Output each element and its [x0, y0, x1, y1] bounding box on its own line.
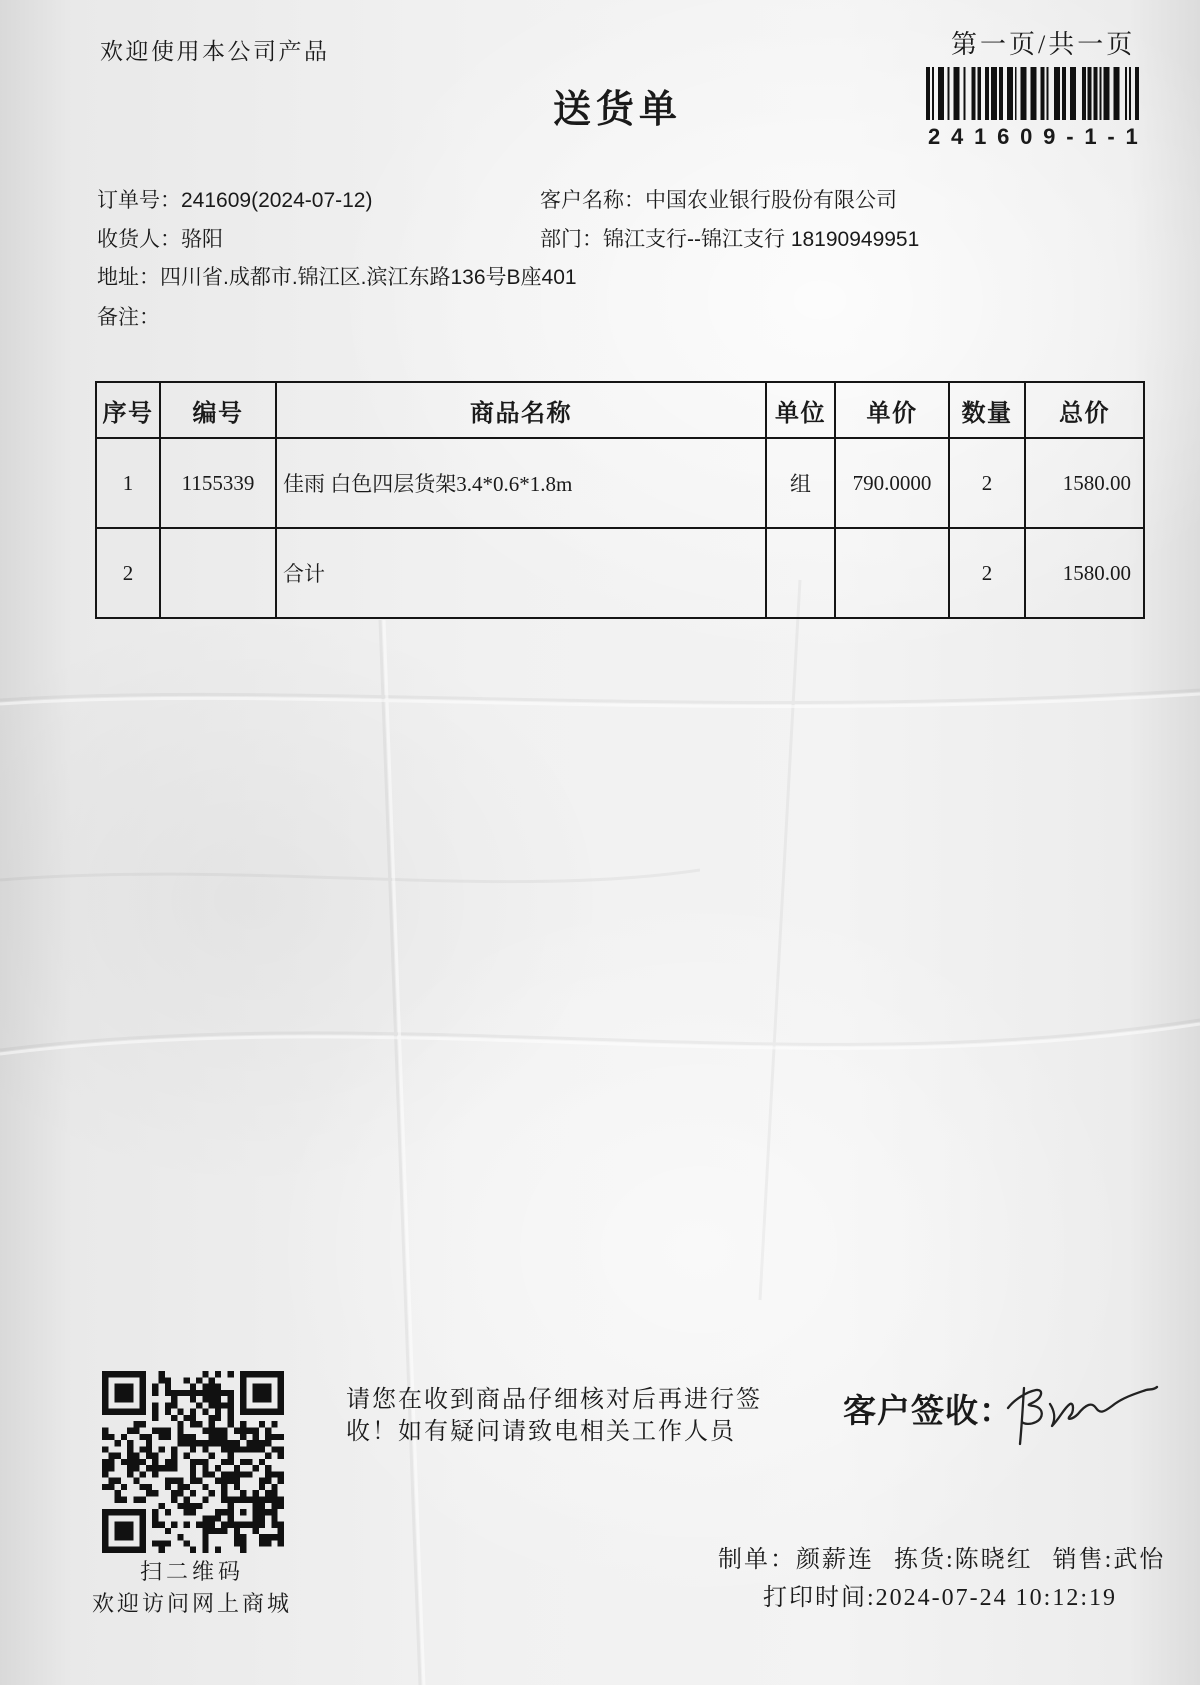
sales-person-label: 销售:	[1052, 1547, 1114, 1573]
order-number-value: 241609(2024-07-12)	[181, 189, 373, 212]
cell-unit	[766, 528, 835, 618]
column-header-code: 编号	[160, 382, 276, 438]
picked-by-label: 拣货:	[894, 1547, 955, 1573]
picked-by	[894, 1548, 1033, 1572]
prepared-by-label: 制单：	[718, 1547, 796, 1573]
column-header-name: 商品名称	[276, 382, 766, 438]
cell-quantity: 2	[949, 438, 1025, 528]
cell-quantity: 2	[949, 528, 1025, 618]
prepared-by	[718, 1548, 874, 1572]
picked-by-value: 陈晓红	[954, 1547, 1033, 1573]
receiver-value: 骆阳	[181, 228, 223, 251]
department-value: 锦江支行--锦江支行 18190949951	[603, 228, 920, 251]
cell-name: 合计	[276, 528, 766, 618]
cell-unit: 组	[766, 438, 835, 528]
customer-signature	[1000, 1378, 1160, 1450]
cell-code: 1155339	[160, 438, 276, 528]
department-field	[540, 229, 919, 250]
cell-amount: 1580.00	[1025, 438, 1144, 528]
page-indicator: 第一页/共一页	[951, 30, 1136, 59]
column-header-unit-price: 单价	[835, 382, 949, 438]
cell-unit-price	[835, 528, 949, 618]
qr-caption-mall: 欢迎访问网上商城	[92, 1591, 293, 1616]
order-number-label: 订单号：	[97, 189, 181, 212]
receiver-label: 收货人：	[97, 228, 181, 251]
cell-unit-price: 790.0000	[835, 438, 949, 528]
barcode-bars	[926, 67, 1139, 120]
customer-name-label: 客户名称：	[540, 189, 645, 212]
cell-index: 1	[96, 438, 160, 528]
barcode-number: 241609-1-1	[928, 124, 1149, 149]
table-header-row	[96, 382, 1144, 438]
print-time	[763, 1586, 1117, 1610]
print-time-label: 打印时间:	[763, 1585, 876, 1611]
prepared-by-value: 颜薪连	[796, 1547, 874, 1573]
column-header-quantity: 数量	[949, 382, 1025, 438]
column-header-index: 序号	[96, 382, 160, 438]
barcode	[926, 67, 1139, 120]
cell-amount: 1580.00	[1025, 528, 1144, 618]
signature-strokes	[1008, 1387, 1157, 1444]
qr-caption-scan: 扫二维码	[139, 1559, 244, 1584]
table-row-total	[96, 528, 1144, 618]
customer-signature-label: 客户签收：	[843, 1392, 1013, 1429]
print-time-value: 2024-07-24 10:12:19	[875, 1585, 1117, 1611]
cell-index: 2	[96, 528, 160, 618]
table-row	[96, 438, 1144, 528]
customer-name-field	[540, 190, 897, 211]
customer-name-value: 中国农业银行股份有限公司	[645, 189, 897, 212]
cell-code	[160, 528, 276, 618]
address-field	[97, 267, 577, 288]
department-label: 部门：	[540, 228, 603, 251]
order-number-field	[97, 190, 372, 211]
document-title: 送货单	[553, 89, 683, 131]
goods-table	[95, 381, 1145, 619]
qr-code-modules	[102, 1371, 284, 1553]
receiver-field	[97, 229, 223, 250]
remark-label: 备注：	[97, 306, 160, 329]
sales-person-value: 武怡	[1113, 1547, 1166, 1573]
cell-name: 佳雨 白色四层货架3.4*0.6*1.8m	[276, 438, 766, 528]
signing-notice: 请您在收到商品仔细核对后再进行签收！如有疑问请致电相关工作人员	[346, 1386, 762, 1445]
column-header-amount: 总价	[1025, 382, 1144, 438]
address-value: 四川省.成都市.锦江区.滨江东路136号B座401	[160, 266, 577, 289]
remark-field	[97, 307, 160, 328]
staff-line	[718, 1548, 1165, 1572]
header-slogan: 欢迎使用本公司产品	[100, 39, 330, 64]
sales-person	[1053, 1548, 1166, 1572]
column-header-unit: 单位	[766, 382, 835, 438]
qr-code	[102, 1371, 284, 1553]
address-label: 地址：	[97, 266, 160, 289]
